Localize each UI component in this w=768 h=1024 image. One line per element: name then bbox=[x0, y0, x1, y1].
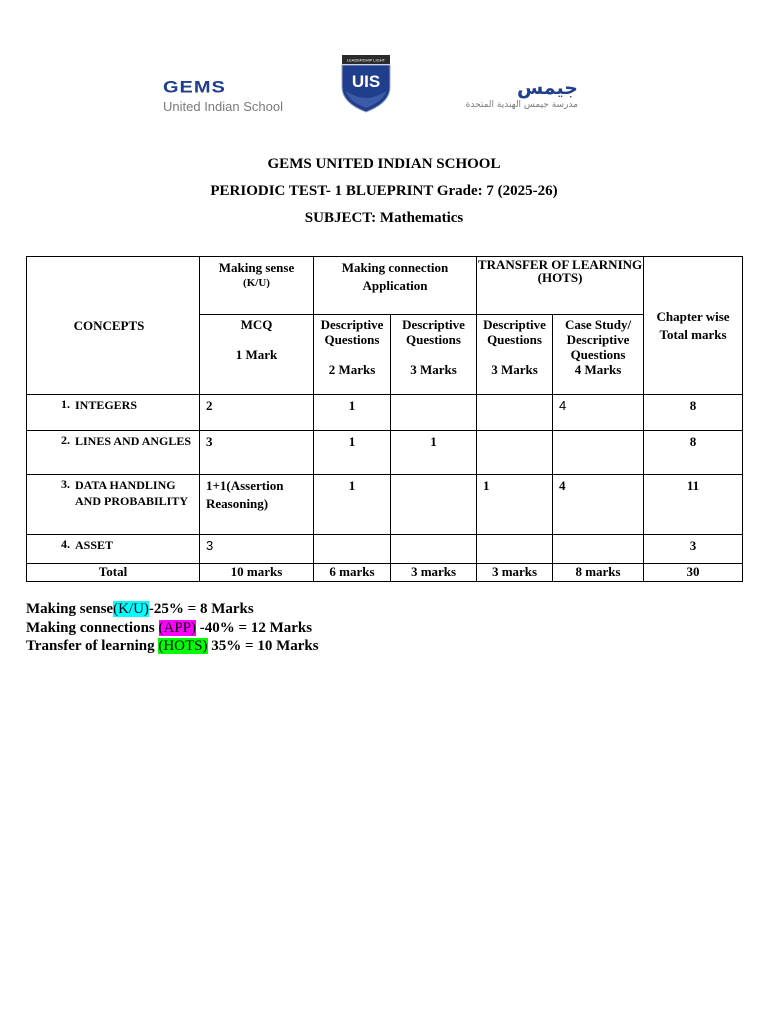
gems-logo-subtitle: United Indian School bbox=[163, 99, 283, 114]
marks-summary bbox=[26, 600, 319, 656]
arabic-logo-subtitle: مدرسة جيمس الهندية المتحدة bbox=[465, 100, 578, 110]
concept-cell bbox=[27, 431, 200, 475]
arabic-logo-word: جيمس bbox=[516, 77, 578, 99]
summary-line-hots bbox=[26, 637, 319, 656]
desc3-marks: 3 Marks bbox=[491, 362, 538, 377]
concept-number: 4. bbox=[61, 537, 70, 551]
hots3-value bbox=[477, 431, 553, 475]
summary-app-value: -40% = 12 Marks bbox=[196, 619, 313, 636]
mcq-value: 3 bbox=[200, 535, 314, 564]
hots3-value bbox=[477, 535, 553, 564]
concepts-header: CONCEPTS bbox=[27, 257, 200, 395]
total-mcq: 10 marks bbox=[200, 564, 314, 582]
concept-number: 3. bbox=[61, 477, 70, 491]
desc1-marks: 2 Marks bbox=[328, 362, 376, 377]
concept-cell bbox=[27, 535, 200, 564]
concept-cell bbox=[27, 475, 200, 535]
desc1-label: Descriptive Questions bbox=[320, 317, 384, 347]
making-sense-title: Making sense bbox=[218, 260, 295, 275]
hots4-value: 4 bbox=[553, 475, 644, 535]
row-total-value: 11 bbox=[644, 475, 743, 535]
desc3-value bbox=[391, 535, 477, 564]
table-row bbox=[27, 395, 743, 431]
concept-name: INTEGERS bbox=[75, 398, 138, 412]
hots4-value: 4 bbox=[553, 395, 644, 431]
mcq-label: MCQ bbox=[240, 317, 273, 332]
row-total-value: 3 bbox=[644, 535, 743, 564]
desc2-value: 1 bbox=[314, 431, 391, 475]
table-row bbox=[27, 475, 743, 535]
concept-number: 2. bbox=[61, 433, 70, 447]
summary-hots-value: 35% = 10 Marks bbox=[207, 638, 319, 654]
uis-tagline: LEADERSHIP LIGHT bbox=[346, 57, 386, 63]
hots-highlight: (HOTS) bbox=[158, 638, 208, 654]
total-hots4: 8 marks bbox=[553, 564, 644, 582]
desc2-header bbox=[391, 315, 477, 395]
summary-line-ku bbox=[26, 600, 319, 619]
table-row bbox=[27, 431, 743, 475]
chapter-total-header: Chapter wise Total marks bbox=[644, 257, 743, 395]
desc1-header bbox=[314, 315, 391, 395]
row-total-value: 8 bbox=[644, 395, 743, 431]
logo-bar bbox=[0, 55, 768, 117]
total-desc2: 6 marks bbox=[314, 564, 391, 582]
concept-number: 1. bbox=[61, 397, 70, 411]
uis-shield-icon bbox=[340, 55, 392, 113]
mcq-value: 1+1(Assertion Reasoning) bbox=[200, 475, 314, 535]
mcq-value: 2 bbox=[200, 395, 314, 431]
app-highlight: (APP) bbox=[158, 619, 197, 636]
ku-highlight: (K/U) bbox=[113, 601, 149, 617]
desc3-value bbox=[391, 475, 477, 535]
concept-name: ASSET bbox=[75, 538, 114, 552]
desc3-value bbox=[391, 395, 477, 431]
summary-ku-value: -25% = 8 Marks bbox=[148, 601, 254, 617]
case-marks: 4 Marks bbox=[574, 362, 622, 377]
gems-logo-word: GEMS bbox=[163, 78, 226, 97]
desc3-label: Descriptive Questions bbox=[483, 317, 546, 347]
subject-title: SUBJECT: Mathematics bbox=[304, 210, 464, 226]
making-sense-header bbox=[200, 257, 314, 315]
row-total-value: 8 bbox=[644, 431, 743, 475]
summary-app-label: Making connections bbox=[26, 619, 159, 636]
test-title: PERIODIC TEST- 1 BLUEPRINT Grade: 7 (2025-26) bbox=[210, 183, 558, 199]
desc2-value: 1 bbox=[314, 395, 391, 431]
mcq-value: 3 bbox=[200, 431, 314, 475]
hots3-value: 1 bbox=[477, 475, 553, 535]
total-label: Total bbox=[27, 564, 200, 582]
summary-ku-label: Making sense bbox=[26, 601, 114, 617]
hots3-value bbox=[477, 395, 553, 431]
case-label: Case Study/ Descriptive Questions bbox=[564, 317, 632, 362]
making-sense-sub: (K/U) bbox=[243, 277, 270, 289]
school-title: GEMS UNITED INDIAN SCHOOL bbox=[267, 156, 501, 172]
concept-name: DATA HANDLING AND PROBABILITY bbox=[75, 478, 189, 508]
total-row bbox=[27, 564, 743, 582]
hots4-value bbox=[553, 535, 644, 564]
grand-total: 30 bbox=[644, 564, 743, 582]
hots4-value bbox=[553, 431, 644, 475]
concept-cell bbox=[27, 395, 200, 431]
arabic-logo bbox=[448, 77, 578, 111]
gems-logo bbox=[163, 79, 283, 114]
table-row bbox=[27, 535, 743, 564]
desc3-value: 1 bbox=[391, 431, 477, 475]
summary-line-app bbox=[26, 619, 319, 638]
making-connection-header: Making connection Application bbox=[314, 257, 477, 315]
desc2-value bbox=[314, 535, 391, 564]
desc2-value: 1 bbox=[314, 475, 391, 535]
desc3-header bbox=[477, 315, 553, 395]
uis-text: UIS bbox=[351, 72, 381, 91]
concept-name: LINES AND ANGLES bbox=[75, 434, 192, 448]
header-row-1 bbox=[27, 257, 743, 315]
transfer-header: TRANSFER OF LEARNING (HOTS) bbox=[477, 257, 644, 315]
blueprint-table bbox=[26, 256, 743, 582]
desc2-marks: 3 Marks bbox=[410, 362, 457, 377]
case-header bbox=[553, 315, 644, 395]
summary-hots-label: Transfer of learning bbox=[26, 638, 159, 654]
mcq-header bbox=[200, 315, 314, 395]
total-hots3: 3 marks bbox=[477, 564, 553, 582]
mcq-marks: 1 Mark bbox=[235, 347, 278, 362]
desc2-label: Descriptive Questions bbox=[402, 317, 465, 347]
total-desc3: 3 marks bbox=[391, 564, 477, 582]
